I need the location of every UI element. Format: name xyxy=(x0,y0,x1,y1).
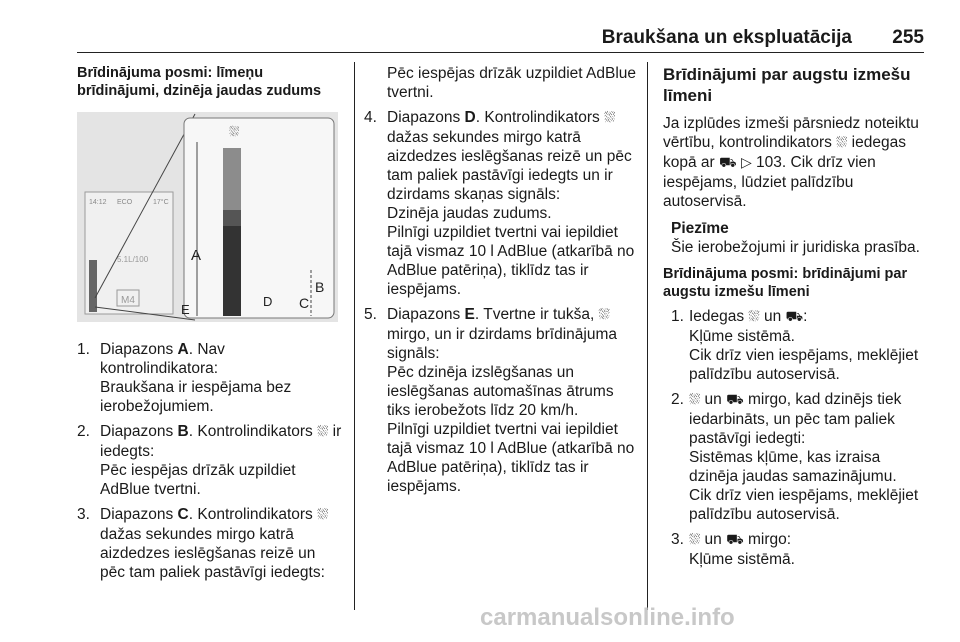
item-text: Pilnīgi uzpildiet tvertni vai iepildiet tajā vismaz 10 l AdBlue (atkarībā no AdBlue patēriņa), tiklīdz tas ir iespējams. xyxy=(387,224,635,298)
adblue-gauge-figure xyxy=(77,112,338,322)
adblue-warning-icon: ⛆ xyxy=(317,507,329,523)
list-item: 1. Iedegas ⛆ un ⛟: Kļūme sistēmā. Cik drīz vien iespējams, meklējiet palīdzību autoservisā. xyxy=(663,307,927,384)
list-item: 3. Diapazons C. Kontrolindikators ⛆ dažas sekundes mirgo katrā aizdedzes ieslēgšanas reizē un pēc tam paliek pastāvīgi iedegts: xyxy=(77,506,329,581)
column-divider-1 xyxy=(354,62,355,610)
list-item: 2. ⛆ un ⛟ mirgo, kad dzinējs tiek iedarbināts, un pēc tam paliek pastāvīgi iedegti: Sistēmas kļūme, kas izraisa dzinēja jaudas samazinājumu. Cik drīz vien iespējams, meklējiet palīdzību autoservisā. xyxy=(663,390,927,524)
gauge-segment-mid xyxy=(223,210,241,226)
item-number: 2. xyxy=(671,391,684,408)
range-label-d: D xyxy=(263,294,273,309)
continued-text: Pēc iespējas drīzāk uzpildiet AdBlue tvertni. xyxy=(387,65,637,101)
item-text: Sistēmas kļūme, kas izraisa dzinēja jaudas samazinājumu. xyxy=(689,449,897,485)
column-1 xyxy=(77,64,343,100)
display-time: 14:12 xyxy=(89,199,107,206)
item-number: 3. xyxy=(77,506,90,523)
item-text: Pilnīgi uzpildiet tvertni vai iepildiet tajā vismaz 10 l AdBlue (atkarībā no AdBlue patēriņa), tiklīdz tas ir iespējams. xyxy=(387,421,635,495)
adblue-warning-icon: ⛆ xyxy=(604,110,616,126)
adblue-warning-icon: ⛆ xyxy=(598,307,610,323)
engine-check-icon: ⛟ xyxy=(726,532,744,548)
gauge-segment-light xyxy=(223,148,241,210)
column-2 xyxy=(364,64,636,496)
adblue-warning-icon: ⛆ xyxy=(689,392,701,408)
adblue-warning-icon: ⛆ xyxy=(689,532,701,548)
page-header-title: Braukšana un ekspluatācija xyxy=(601,27,852,48)
column-3 xyxy=(663,64,927,569)
engine-check-icon: ⛟ xyxy=(726,392,744,408)
display-eco: ECO xyxy=(117,199,133,206)
watermark: carmanualsonline.info xyxy=(480,604,735,631)
section-subheading: Brīdinājuma posmi: brīdinājumi par augstu izmešu līmeni xyxy=(663,266,908,300)
mini-gauge-bar xyxy=(89,260,97,312)
item-text: Pēc dzinēja izslēgšanas un ieslēgšanas automašīnas ātrums tiks ierobežots līdz 20 km/h. xyxy=(387,364,614,419)
page-number: 255 xyxy=(892,27,924,48)
item-text: Cik drīz vien iespējams, meklējiet palīdzību autoservisā. xyxy=(689,347,919,383)
display-gear: M4 xyxy=(121,295,135,306)
list-item: 3. ⛆ un ⛟ mirgo: Kļūme sistēmā. xyxy=(663,530,927,569)
range-label-a: A xyxy=(191,247,202,264)
header-rule xyxy=(77,52,924,53)
adblue-warning-icon: ⛆ xyxy=(748,309,760,325)
item-number: 5. xyxy=(364,306,377,323)
item-number: 1. xyxy=(77,341,90,358)
item-text: Pēc iespējas drīzāk uzpildiet AdBlue tvertni. xyxy=(100,462,296,498)
list-item: 5. Diapazons E. Tvertne ir tukša, ⛆ mirgo, un ir dzirdams brīdinājuma signāls: Pēc dzinēja izslēgšanas un ieslēgšanas automašīnas ātrums tiks ierobežots līdz 20 km/h. Pilnīgi uzpildiet tvertni vai iepildiet tajā vismaz 10 l AdBlue (atkarībā no AdBlue patēriņa), tiklīdz tas ir iespējams. xyxy=(364,306,635,495)
display-consumption: 5.1L/100 xyxy=(117,255,149,264)
list-item: 1. Diapazons A. Nav kontrolindikatora: Braukšana ir iespējama bez ierobežojumiem. xyxy=(77,340,343,416)
item-number: 4. xyxy=(364,109,377,126)
range-label-e: E xyxy=(181,302,190,317)
item-text: Cik drīz vien iespējams, meklējiet palīdzību autoservisā. xyxy=(689,487,919,523)
engine-check-icon: ⛟ xyxy=(785,309,804,325)
engine-check-icon: ⛟ xyxy=(719,155,737,171)
item-text: Kļūme sistēmā. xyxy=(689,551,795,568)
adblue-warning-icon: ⛆ xyxy=(317,424,329,440)
range-label-c: C xyxy=(299,295,310,311)
display-temp: 17°C xyxy=(153,199,169,206)
note-text: Šie ierobežojumi ir juridiska prasība. xyxy=(671,239,920,256)
item-text: Dzinēja jaudas zudums. xyxy=(387,205,552,222)
range-label-b: B xyxy=(315,279,325,295)
page-ref-arrow-icon: ▷ xyxy=(740,155,752,171)
item-number: 2. xyxy=(77,423,90,440)
adblue-gauge-icon: ⛆ xyxy=(229,124,240,139)
item-text: Kļūme sistēmā. xyxy=(689,328,795,345)
note-title: Piezīme xyxy=(671,220,729,237)
column-1-list xyxy=(77,334,343,582)
item-number: 3. xyxy=(671,531,684,548)
section-heading-levels: Brīdinājuma posmi: līmeņu brīdinājumi, dzinēja jaudas zudums xyxy=(77,65,322,99)
adblue-warning-icon: ⛆ xyxy=(836,135,848,151)
intro-paragraph: Ja izplūdes izmeši pārsniedz noteiktu vērtību, kontrolindikators ⛆ iedegas kopā ar ⛟ ▷ 103. Cik drīz vien iespējams, lūdziet palīdzību autoservisā. xyxy=(663,115,919,210)
item-text: Braukšana ir iespējama bez ierobežojumiem. xyxy=(100,379,292,415)
column-divider-2 xyxy=(647,62,648,610)
item-number: 1. xyxy=(671,308,684,325)
section-heading-emissions: Brīdinājumi par augstu izmešu līmeni xyxy=(663,65,911,105)
list-item: 4. Diapazons D. Kontrolindikators ⛆ dažas sekundes mirgo katrā aizdedzes ieslēgšanas reizē un pēc tam paliek pastāvīgi iedegts un ir dzirdams skaņas signāls: Dzinēja jaudas zudums. Pilnīgi uzpildiet tvertni vai iepildiet tajā vismaz 10 l AdBlue (atkarībā no AdBlue patēriņa), tiklīdz tas ir iespējams. xyxy=(364,109,635,298)
list-item: 2. Diapazons B. Kontrolindikators ⛆ ir iedegts: Pēc iespējas drīzāk uzpildiet AdBlue tvertni. xyxy=(77,423,342,498)
